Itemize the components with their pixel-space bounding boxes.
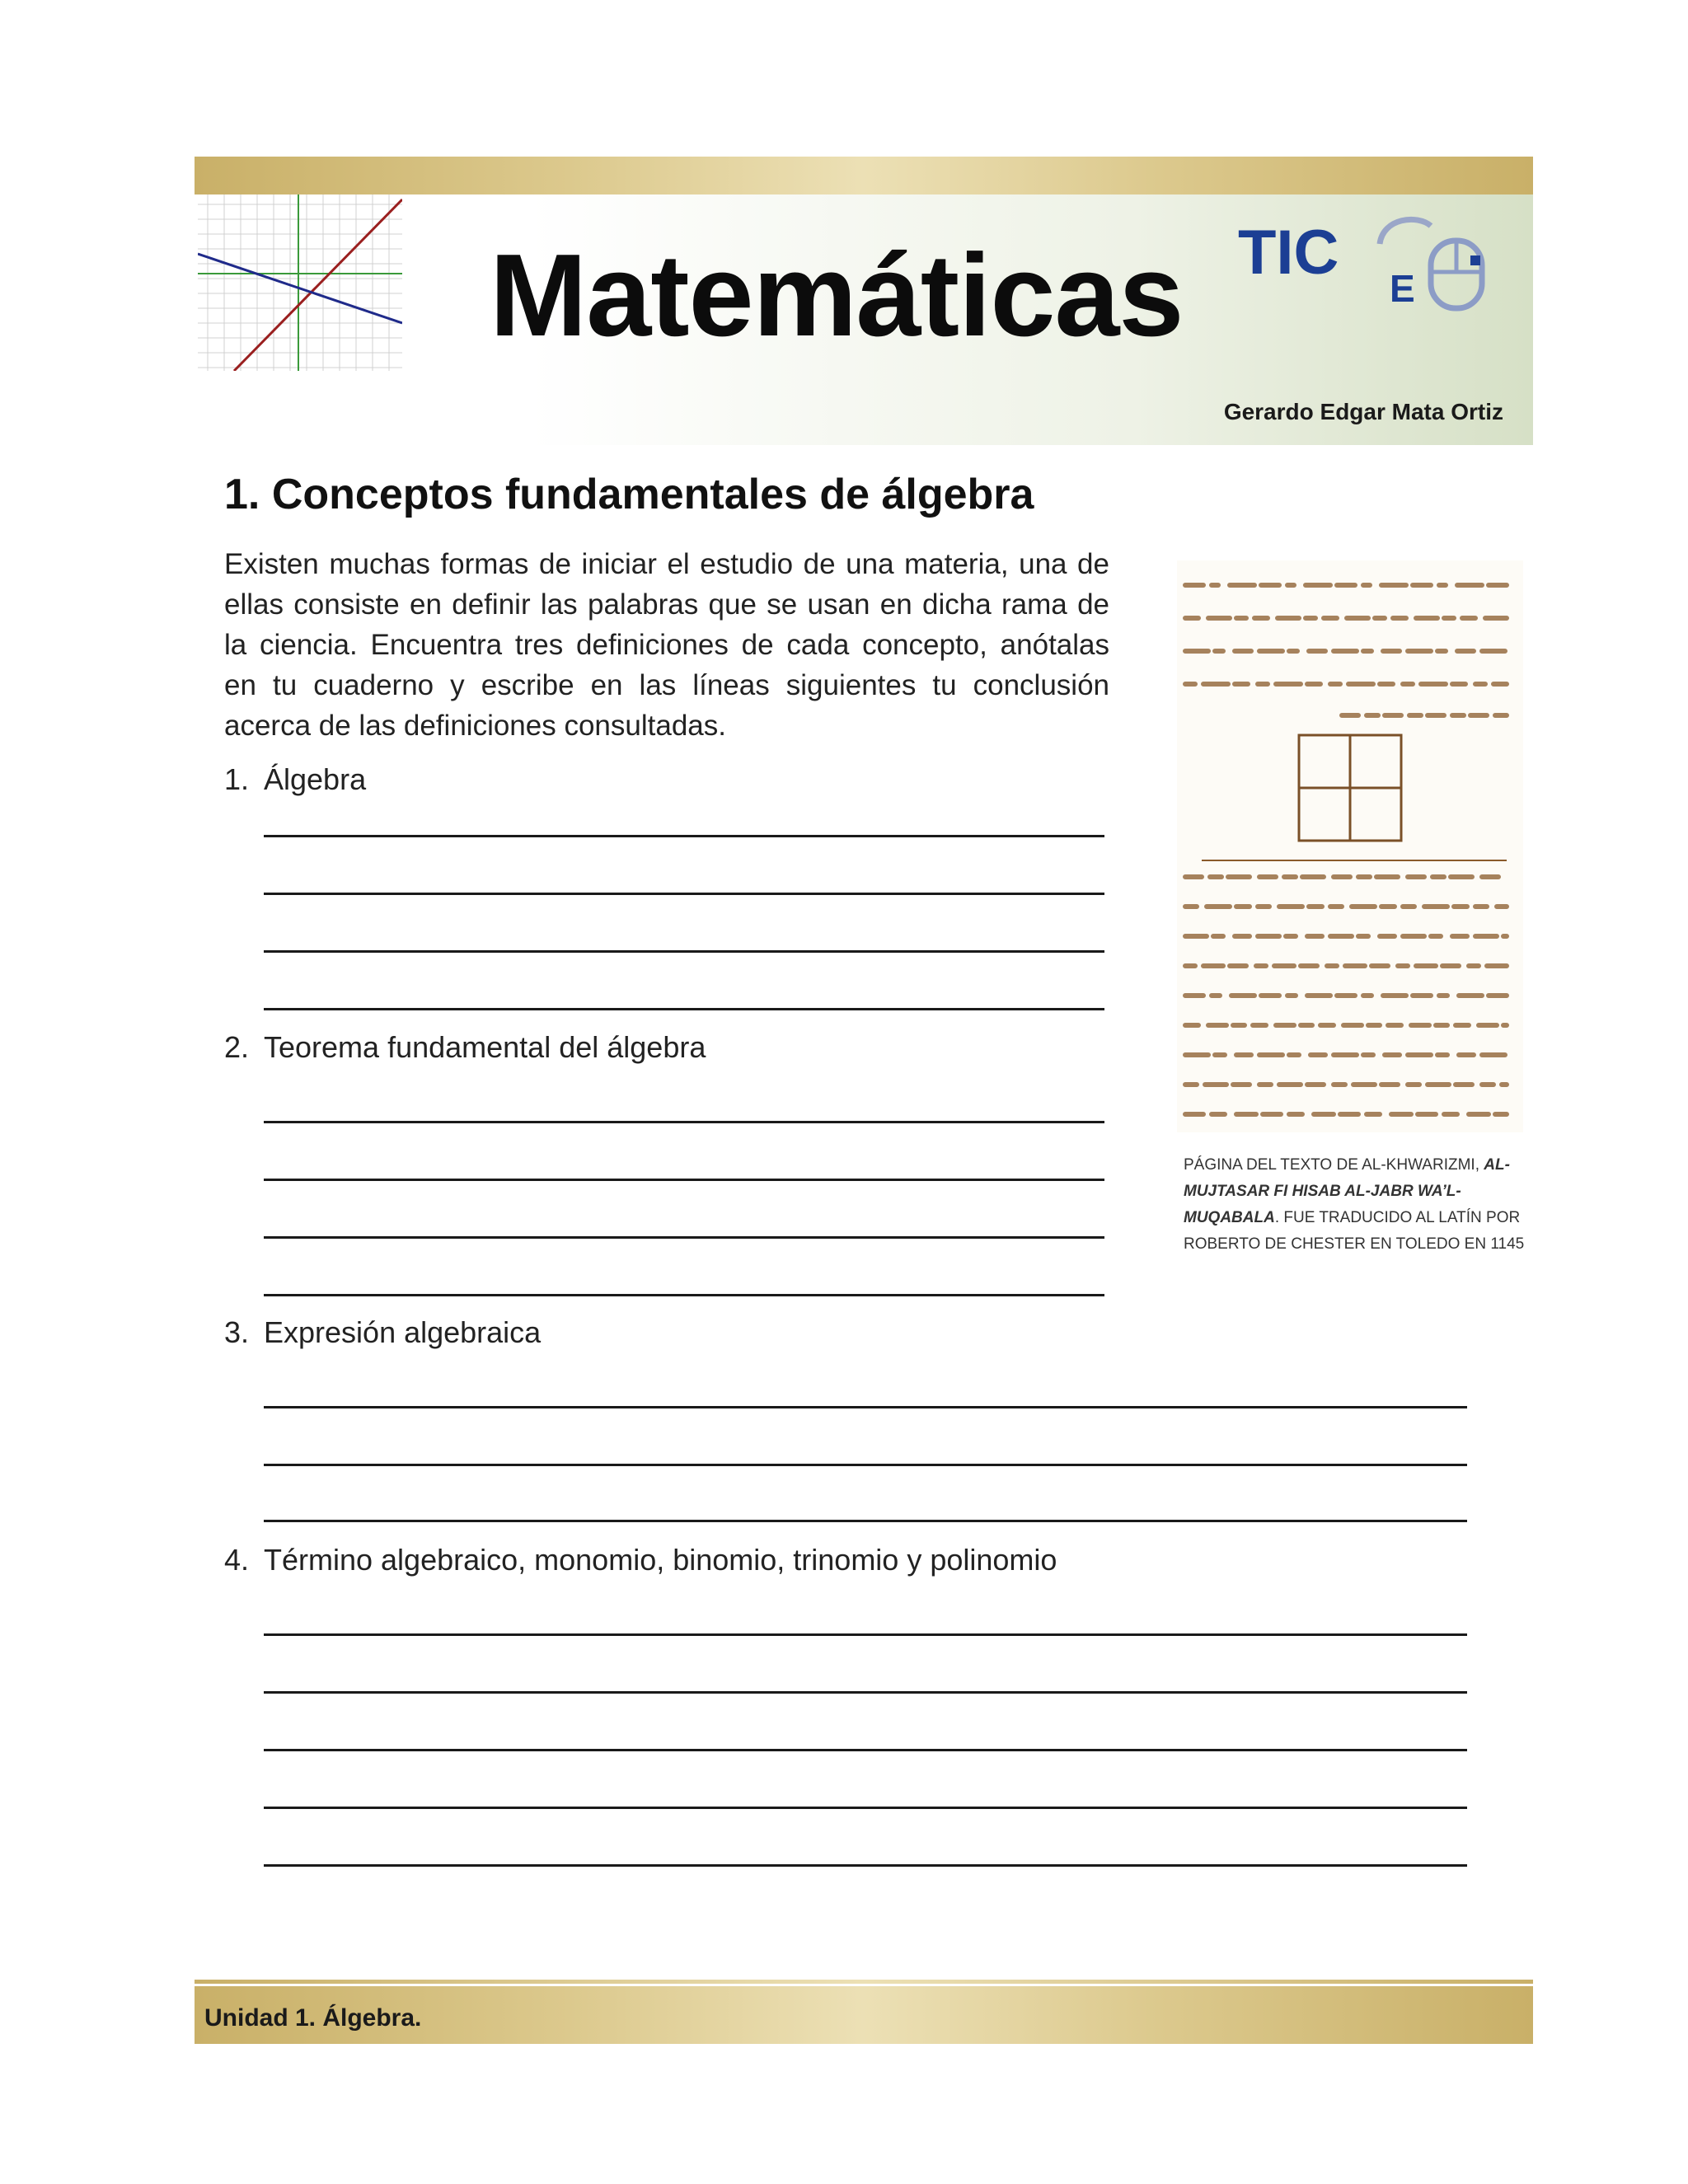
question-label: Álgebra <box>264 762 367 796</box>
question-number: 4. <box>224 1543 250 1577</box>
answer-line[interactable] <box>264 1864 1467 1867</box>
author-name: Gerardo Edgar Mata Ortiz <box>1223 399 1503 424</box>
caption-text: . FUE TRADUCIDO AL LATÍN POR ROBERTO DE CHESTER EN TOLEDO EN 1145 <box>1184 1209 1525 1253</box>
header-panel <box>195 194 1533 445</box>
answer-line[interactable] <box>264 1749 1467 1751</box>
answer-line[interactable] <box>264 835 1104 837</box>
question-number: 1. <box>224 762 250 796</box>
page-title: Matemáticas <box>490 230 1184 361</box>
line-graph-image <box>198 194 402 371</box>
answer-line[interactable] <box>264 1406 1467 1408</box>
question-item <box>224 1315 541 1350</box>
question-label: Término algebraico, monomio, binomio, trinomio y polinomio <box>264 1543 1057 1577</box>
question-item <box>224 762 366 797</box>
answer-line[interactable] <box>264 1294 1104 1296</box>
question-label: Teorema fundamental del álgebra <box>264 1030 706 1064</box>
answer-line[interactable] <box>264 1121 1104 1123</box>
answer-line[interactable] <box>264 1179 1104 1181</box>
header-top-bar <box>195 157 1533 194</box>
answer-line[interactable] <box>264 1008 1104 1010</box>
caption-book-title: AL-MUJTASAR FI HISAB AL-JABR WA’L-MUQABALA <box>1184 1156 1510 1226</box>
answer-line[interactable] <box>264 1807 1467 1809</box>
logo-subscript: E <box>1390 267 1415 310</box>
answer-line[interactable] <box>264 893 1104 895</box>
answer-line[interactable] <box>264 1633 1467 1636</box>
caption-text: PÁGINA DEL TEXTO DE AL-KHWARIZMI, <box>1184 1156 1484 1174</box>
image-caption <box>1184 1152 1530 1258</box>
answer-line[interactable] <box>264 1520 1467 1522</box>
answer-line[interactable] <box>264 950 1104 953</box>
answer-line[interactable] <box>264 1691 1467 1694</box>
question-label: Expresión algebraica <box>264 1315 542 1349</box>
tice-logo <box>1235 206 1498 313</box>
manuscript-image <box>1177 560 1523 1132</box>
question-number: 3. <box>224 1315 250 1349</box>
logo-text: TIC <box>1238 218 1339 288</box>
answer-line[interactable] <box>264 1464 1467 1466</box>
question-item <box>224 1030 706 1065</box>
question-number: 2. <box>224 1030 250 1064</box>
intro-paragraph: Existen muchas formas de iniciar el estudio de una materia, una de ellas consiste en definir las palabras que se usan en dicha rama de la ciencia. Encuentra tres definiciones de cada concepto, anótalas en tu cuaderno y escribe en las líneas siguientes tu conclusión acerca de las definiciones consultadas. <box>224 548 1109 742</box>
footer-unit-label: Unidad 1. Álgebra. <box>204 2004 422 2032</box>
answer-line[interactable] <box>264 1236 1104 1239</box>
section-title: 1. Conceptos fundamentales de álgebra <box>224 471 1034 518</box>
question-item <box>224 1543 1057 1577</box>
footer-divider <box>195 1980 1533 1984</box>
